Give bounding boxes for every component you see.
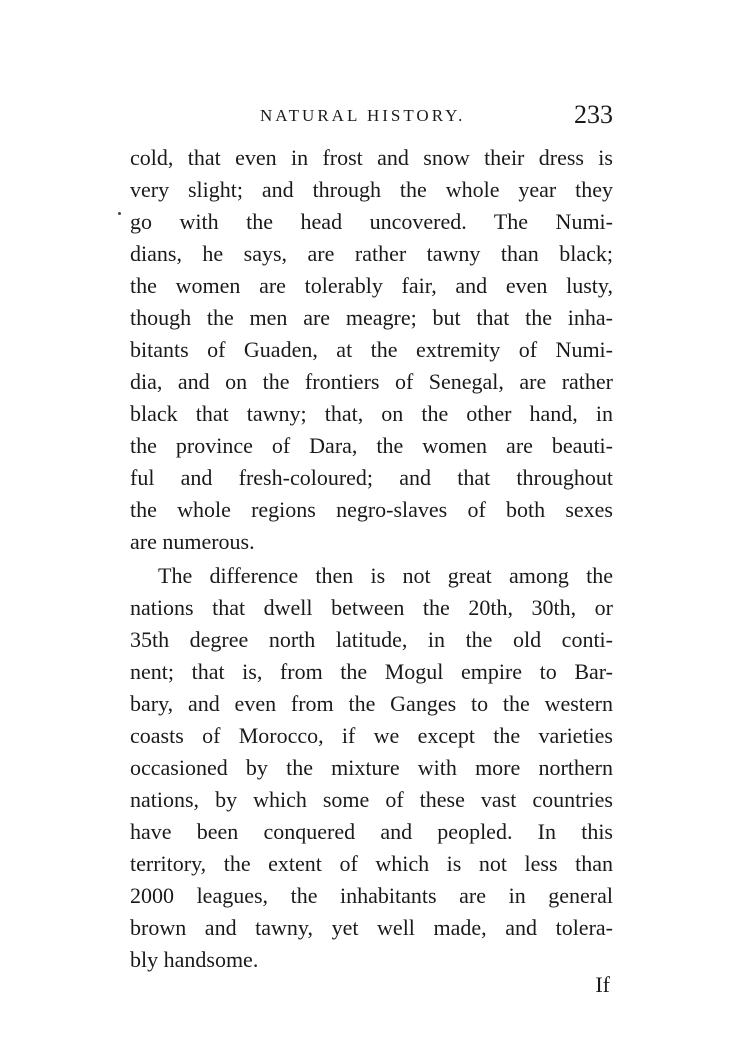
running-head — [128, 100, 613, 134]
text-line: nent; that is, from the Mogul empire to Bar- — [130, 659, 613, 684]
text-line: nations, by which some of these vast countries — [130, 787, 613, 812]
text-line: very slight; and through the whole year they — [130, 177, 613, 202]
text-line: 35th degree north latitude, in the old conti- — [130, 627, 613, 652]
text-line: the province of Dara, the women are beauti- — [130, 433, 613, 458]
text-line: 2000 leagues, the inhabitants are in general — [130, 883, 613, 908]
text-line: bly handsome. — [130, 947, 259, 972]
text-line: territory, the extent of which is not less than — [130, 851, 613, 876]
catchword: If — [595, 972, 610, 997]
text-line: ful and fresh-coloured; and that throughout — [130, 465, 613, 490]
paragraph-1 — [130, 142, 613, 558]
text-line: the whole regions negro-slaves of both sexes — [130, 497, 613, 522]
text-line: bitants of Guaden, at the extremity of Numi- — [130, 337, 613, 362]
text-line: dians, he says, are rather tawny than black; — [130, 241, 613, 266]
text-line: are numerous. — [130, 529, 255, 554]
running-title: NATURAL HISTORY. — [260, 106, 466, 125]
text-line: coasts of Morocco, if we except the varieties — [130, 723, 613, 748]
text-line: nations that dwell between the 20th, 30th, or — [130, 595, 613, 620]
paragraph-2 — [130, 560, 613, 976]
text-line: black that tawny; that, on the other hand, in — [130, 401, 613, 426]
page-number: 233 — [574, 100, 613, 129]
text-line: dia, and on the frontiers of Senegal, are rather — [130, 369, 613, 394]
text-line: The difference then is not great among the — [158, 563, 613, 588]
text-line: go with the head uncovered. The Numi- — [130, 209, 613, 234]
text-line: have been conquered and peopled. In this — [130, 819, 613, 844]
text-line: brown and tawny, yet well made, and tolera- — [130, 915, 613, 940]
text-line: the women are tolerably fair, and even lusty, — [130, 273, 613, 298]
text-line: bary, and even from the Ganges to the western — [130, 691, 613, 716]
text-line: though the men are meagre; but that the inha- — [130, 305, 613, 330]
margin-dot-mark — [118, 212, 121, 215]
text-line: occasioned by the mixture with more northern — [130, 755, 613, 780]
text-line: cold, that even in frost and snow their dress is — [130, 145, 613, 170]
